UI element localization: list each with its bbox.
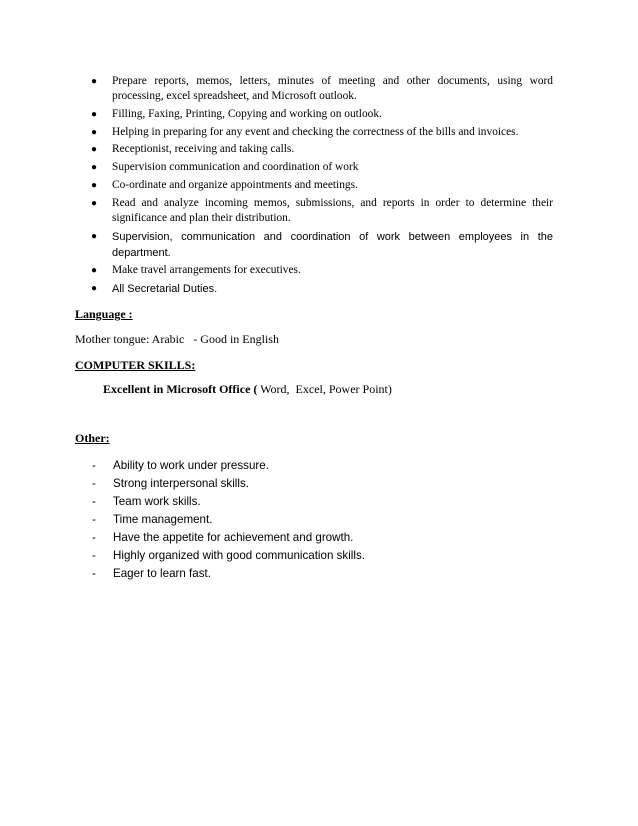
bullet-icon: ● (91, 144, 98, 156)
duty-item: ● All Secretarial Duties. (91, 283, 218, 296)
duty-item: ● Filling, Faxing, Printing, Copying and working on outlook. (91, 107, 382, 120)
bullet-icon: ● (91, 126, 98, 138)
list-item: - Ability to work under pressure. (92, 457, 365, 475)
other-heading: Other: (75, 431, 110, 445)
duty-item: ● Supervision communication and coordination of work (91, 161, 359, 174)
duties-list (87, 74, 553, 300)
duty-item: ● Prepare reports, memos, letters, minutes of meeting and other documents, using word processing, excel spreadsheet, and Microsoft outlook. (91, 75, 553, 102)
list-item: - Time management. (92, 511, 365, 529)
bullet-icon: ● (91, 162, 98, 174)
bullet-icon: ● (91, 179, 98, 191)
bullet-icon: ● (91, 108, 98, 120)
duty-item: ● Receptionist, receiving and taking calls. (91, 143, 295, 156)
language-text: Mother tongue: Arabic - Good in English (75, 332, 279, 346)
dash-icon: - (92, 549, 96, 562)
dash-icon: - (92, 459, 96, 472)
list-item: - Team work skills. (92, 493, 365, 511)
duty-item: ● Co-ordinate and organize appointments and meetings. (91, 178, 358, 191)
dash-icon: - (92, 567, 96, 580)
list-item: - Have the appetite for achievement and growth. (92, 529, 365, 547)
dash-icon: - (92, 495, 96, 508)
list-item: - Eager to learn fast. (92, 565, 365, 583)
list-item: - Highly organized with good communication skills. (92, 547, 365, 565)
bullet-icon: ● (91, 230, 98, 242)
dash-icon: - (92, 477, 96, 490)
dash-icon: - (92, 531, 96, 544)
duty-item: ● Read and analyze incoming memos, submissions, and reports in order to determine their significance and plan their distribution. (91, 196, 553, 224)
bullet-icon: ● (91, 283, 98, 295)
bullet-icon: ● (91, 197, 98, 209)
bullet-icon: ● (91, 265, 98, 277)
language-heading: Language : (75, 307, 133, 321)
skills-bold-part: Excellent in Microsoft Office ( (103, 382, 258, 396)
duty-item: ● Make travel arrangements for executives. (91, 264, 301, 277)
skills-normal-part: Word, Excel, Power Point) (257, 382, 392, 396)
bullet-icon: ● (91, 76, 98, 87)
other-list (92, 457, 365, 583)
duty-item: ● Supervision, communication and coordination of work between employees in the department. (91, 230, 553, 259)
duty-item: ● Helping in preparing for any event and checking the correctness of the bills and invoices. (91, 125, 519, 138)
list-item: - Strong interpersonal skills. (92, 475, 365, 493)
computer-skills-text (103, 382, 392, 397)
computer-skills-heading: COMPUTER SKILLS: (75, 358, 196, 372)
dash-icon: - (92, 513, 96, 526)
